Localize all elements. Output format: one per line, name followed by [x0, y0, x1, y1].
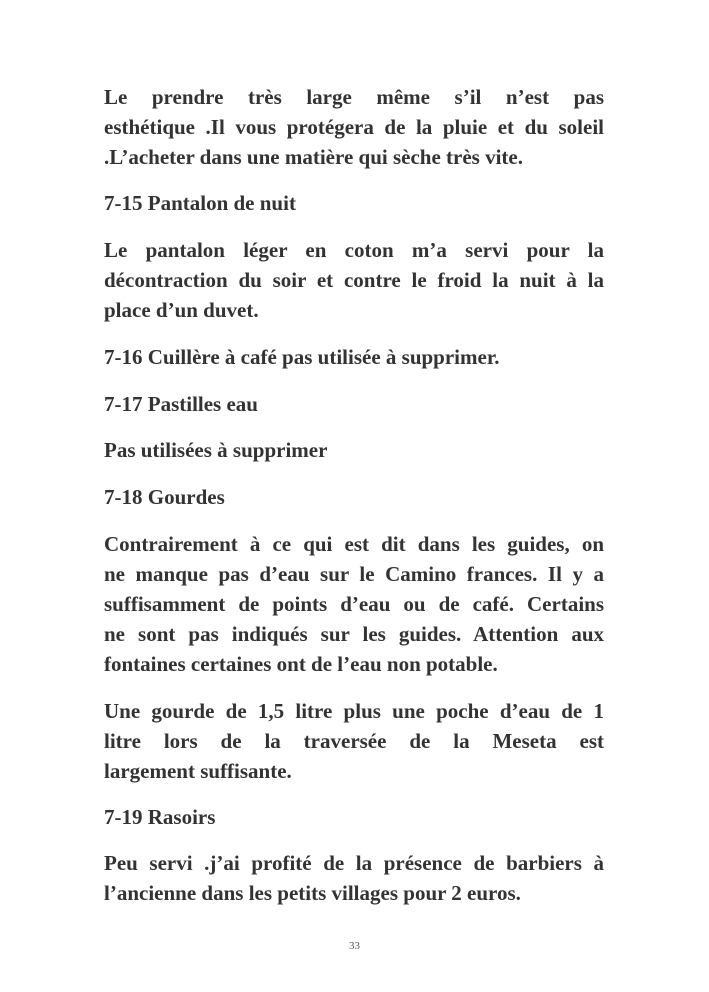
text-line: Contrairement à ce qui est dit dans les guides, on [104, 532, 604, 556]
paragraph-intro [104, 82, 604, 172]
paragraph-7-15 [104, 235, 604, 325]
section-heading-7-17: 7-17 Pastilles eau [104, 392, 258, 416]
section-heading-7-19: 7-19 Rasoirs [104, 805, 216, 829]
section-heading-7-15: 7-15 Pantalon de nuit [104, 191, 296, 215]
paragraph-7-19 [104, 848, 604, 908]
paragraph-7-17: Pas utilisées à supprimer [104, 438, 328, 462]
paragraph-7-18-b [104, 696, 604, 786]
text-line: l’ancienne dans les petits villages pour 2 euros. [104, 881, 521, 905]
text-line: suffisamment de points d’eau ou de café. Certains [104, 592, 604, 616]
text-line: ne manque pas d’eau sur le Camino frances. Il y a [104, 562, 604, 586]
text-line: décontraction du soir et contre le froid la nuit à la [104, 268, 604, 292]
text-line: Le prendre très large même s’il n’est pas [104, 85, 604, 109]
text-line: ne sont pas indiqués sur les guides. Attention aux [104, 622, 604, 646]
text-line: esthétique .Il vous protégera de la pluie et du soleil [104, 115, 604, 139]
text-line: litre lors de la traversée de la Meseta est [104, 729, 604, 753]
paragraph-7-18-a [104, 529, 604, 679]
text-line: Peu servi .j’ai profité de la présence de barbiers à [104, 851, 604, 875]
section-heading-7-18: 7-18 Gourdes [104, 485, 225, 509]
text-line: Le pantalon léger en coton m’a servi pour la [104, 238, 604, 262]
text-line: Une gourde de 1,5 litre plus une poche d’eau de 1 [104, 699, 604, 723]
text-line: largement suffisante. [104, 759, 292, 783]
text-line: fontaines certaines ont de l’eau non potable. [104, 652, 498, 676]
text-line: .L’acheter dans une matière qui sèche très vite. [104, 145, 523, 169]
text-line: place d’un duvet. [104, 298, 259, 322]
section-heading-7-16: 7-16 Cuillère à café pas utilisée à supprimer. [104, 345, 500, 369]
page-number: 33 [349, 940, 360, 952]
